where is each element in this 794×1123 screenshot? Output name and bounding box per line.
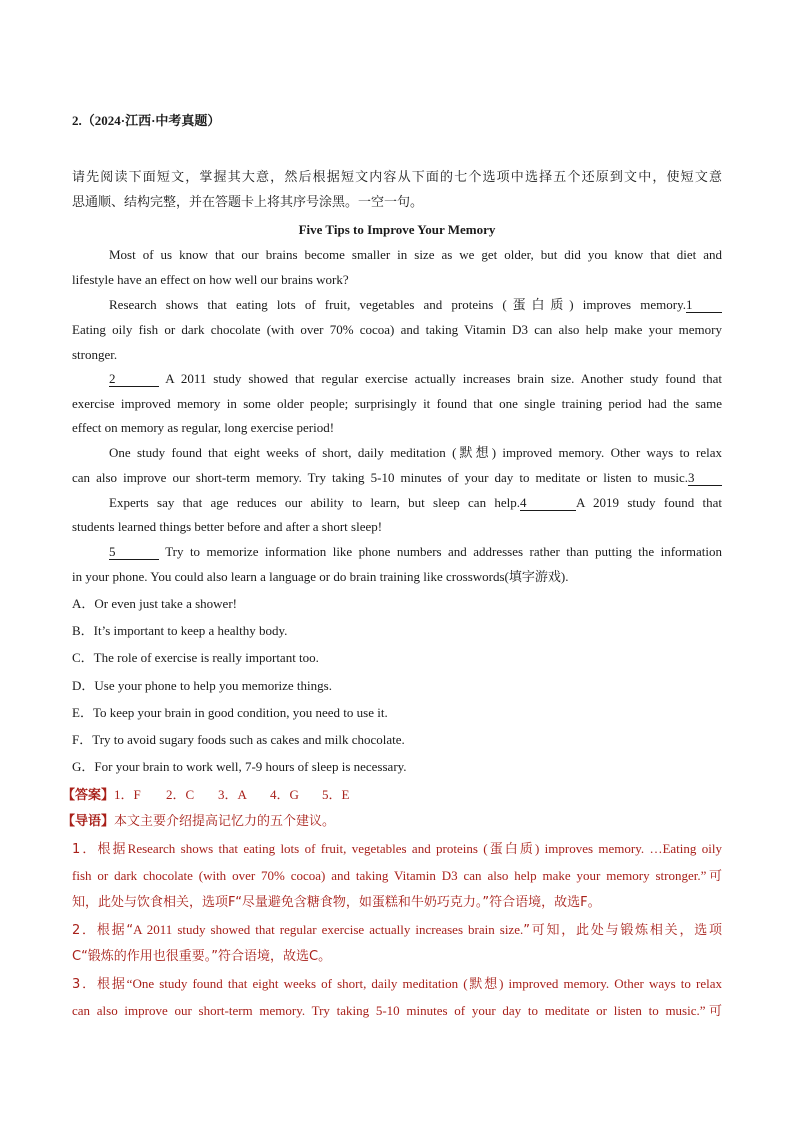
p6-text: Try to memorize information like phone numbers and addresses rather than putting the information: [165, 544, 722, 559]
answer-label: 【答案】: [62, 788, 115, 803]
p6-text-rest: ).: [560, 569, 569, 584]
p4-text-rest: ) improved memory. Other ways to relax: [491, 445, 722, 460]
p5-text: Experts say that age reduces our ability to learn, but sleep can help.: [109, 495, 521, 510]
guide-text: 本文主要介绍提高记忆力的五个建议。: [114, 814, 336, 829]
instruction-line-2: 思通顺、结构完整，并在答题卡上将其序号涂黑。一空一句。: [72, 195, 424, 210]
explanation-2-cn: 2．根据“: [72, 923, 134, 938]
p3-line-3: effect on memory as regular, long exercise period!: [72, 420, 335, 435]
blank-2[interactable]: 2: [109, 372, 159, 387]
p4-text: One study found that eight weeks of short, daily meditation (: [109, 445, 457, 460]
p6-line-2: [72, 569, 722, 586]
explanation-1-line-2: fish or dark chocolate (with over 70% cocoa) and taking Vitamin D3 can also help make your memory stronger.”可: [72, 868, 722, 883]
explanation-3-cn-gloss: 默想: [467, 977, 500, 992]
answer-item-4: 4．G: [270, 787, 299, 802]
explanation-3-en: “One study found that eight weeks of short, daily meditation (: [126, 976, 468, 991]
p4-text-2: can also improve our short-term memory. Try taking 5-10 minutes of your day to meditate or listen to music.: [72, 470, 688, 485]
option-d: D．Use your phone to help you memorize things.: [72, 678, 332, 693]
explanation-2-en: A 2011 study showed that regular exercise actually increases brain size.: [133, 922, 524, 937]
blank-5[interactable]: 5: [109, 545, 159, 560]
option-g: G．For your brain to work well, 7-9 hours of sleep is necessary.: [72, 759, 407, 774]
explanation-1-cn: 1．根据: [72, 842, 128, 857]
p2-text-rest: ) improves memory.: [569, 297, 686, 312]
p2-cn-gloss: 蛋白质: [506, 298, 570, 313]
explanation-2-line-2: C“锻炼的作用也很重要。”符合语境，故选C。: [72, 949, 332, 964]
p6-text-2: in your phone. You could also learn a language or do brain training like crosswords(: [72, 569, 509, 584]
explanation-1-cn-gloss: 蛋白质: [487, 842, 535, 857]
p2-line-1: [72, 297, 722, 314]
explanation-2-cn-rest: ”可知，此处与锻炼相关，选项: [523, 923, 722, 938]
answer-line: [62, 787, 712, 804]
p1-line-1: Most of us know that our brains become smaller in size as we get older, but did you know that diet and: [109, 247, 722, 262]
option-c: C．The role of exercise is really important too.: [72, 650, 319, 665]
blank-1[interactable]: 1: [686, 298, 722, 313]
instruction-line-1: 请先阅读下面短文，掌握其大意，然后根据短文内容从下面的七个选项中选择五个还原到文中，使短文意: [72, 170, 722, 185]
option-f: F．Try to avoid sugary foods such as cakes and milk chocolate.: [72, 732, 405, 747]
answer-item-2: 2．C: [166, 787, 195, 802]
answer-item-1: 1．F: [114, 787, 141, 802]
explanation-2-line-1: [72, 922, 722, 939]
blank-3[interactable]: 3: [688, 471, 722, 486]
question-header: 2.（2024·江西·中考真题）: [72, 113, 221, 128]
p4-line-1: [72, 445, 722, 462]
blank-4[interactable]: 4: [520, 496, 576, 511]
p3-line-1: [72, 371, 722, 387]
p3-line-2: exercise improved memory in some older people; surprisingly it found that one single training period had the same: [72, 396, 722, 411]
p6-line-1: [72, 544, 722, 560]
p2-line-2: Eating oily fish or dark chocolate (with over 70% cocoa) and taking Vitamin D3 can also help make your memory: [72, 322, 722, 337]
p1-line-2: lifestyle have an effect on how well our brains work?: [72, 272, 349, 287]
explanation-1-line-1: [72, 841, 722, 858]
option-e: E．To keep your brain in good condition, you need to use it.: [72, 705, 388, 720]
answer-item-5: 5．E: [322, 787, 350, 802]
p4-line-2: [72, 470, 722, 486]
explanation-1-en: Research shows that eating lots of fruit, vegetables and proteins (: [127, 841, 488, 856]
explanation-3-en-rest: ) improved memory. Other ways to relax: [499, 976, 722, 991]
explanation-1-en-rest: ) improves memory. …Eating oily: [535, 841, 722, 856]
p5-text-rest: A 2019 study found that: [576, 495, 723, 510]
p3-text: A 2011 study showed that regular exercise actually increases brain size. Another study found that: [165, 371, 722, 386]
passage-title: Five Tips to Improve Your Memory: [298, 222, 496, 237]
guide-label: 【导语】: [62, 814, 115, 829]
guide-line: [62, 814, 712, 830]
p2-text: Research shows that eating lots of fruit, vegetables and proteins (: [109, 297, 507, 312]
explanation-3-line-2: can also improve our short-term memory. Try taking 5-10 minutes of your day to meditate or listen to music.”可: [72, 1003, 722, 1018]
answer-item-3: 3．A: [218, 787, 247, 802]
p6-cn-gloss: 填字游戏: [508, 570, 561, 585]
p2-line-3: stronger.: [72, 347, 118, 362]
option-a: A．Or even just take a shower!: [72, 596, 237, 611]
p4-cn-gloss: 默想: [456, 446, 492, 461]
explanation-1-line-3: 知，此处与饮食相关，选项F“尽量避免含糖食物，如蛋糕和牛奶巧克力。”符合语境，故选F。: [72, 895, 601, 910]
p5-line-1: [72, 495, 722, 511]
explanation-3-cn: 3．根据: [72, 977, 127, 992]
explanation-3-line-1: [72, 976, 722, 993]
p5-line-2: students learned things better before and after a short sleep!: [72, 519, 383, 534]
option-b: B．It’s important to keep a healthy body.: [72, 623, 288, 638]
